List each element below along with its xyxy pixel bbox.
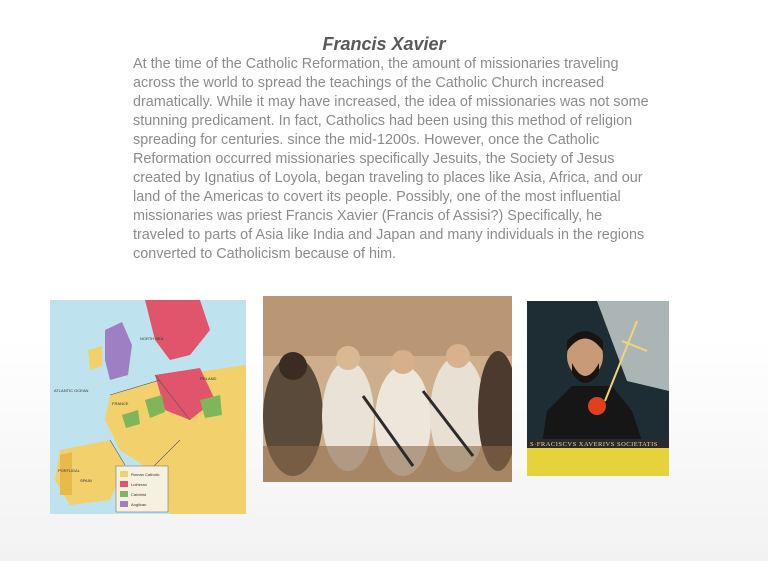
map-label-portugal: PORTUGAL xyxy=(58,468,80,473)
map-legend xyxy=(116,466,168,512)
legend-lutheran: Lutheran xyxy=(131,482,147,487)
francis-xavier-portrait-image xyxy=(527,301,669,476)
slide-title: Francis Xavier xyxy=(322,34,446,54)
legend-anglican: Anglican xyxy=(131,502,147,507)
map-label-france: FRANCE xyxy=(112,401,129,406)
map-label-atlantic: ATLANTIC OCEAN xyxy=(54,388,89,393)
legend-catholic: Roman Catholic xyxy=(131,472,160,477)
map-label-poland: POLAND xyxy=(200,376,217,381)
portrait-caption: S·FRACISCVS XAVERIVS SOCIETATIS xyxy=(530,441,658,448)
map-label-spain: SPAIN xyxy=(80,478,92,483)
japanese-figures-painting-image xyxy=(263,296,512,482)
legend-calvinist: Calvinist xyxy=(131,492,147,497)
body-paragraph: At the time of the Catholic Reformation, the amount of missionaries traveling across the world to spread the teachings of the Catholic Church increased dramatically. While it may have increased, the idea of missionaries was not some stunning predicament. In fact, Catholics had been using this method of religion spreading for centuries. since the mid-1200s. However, once the Catholic Reformation occurred missionaries specifically Jesuits, the Society of Jesus created by Ignatius of Loyola, began traveling to places like Asia, Africa, and our land of the Americas to covert its people. Possibly, one of the most influential missionaries was priest Francis Xavier (Francis of Assisi?) Specifically, he traveled to parts of Asia like India and Japan and many individuals in the regions converted to Catholicism because of him. xyxy=(133,56,649,262)
map-label-north-sea: NORTH SEA xyxy=(140,336,164,341)
reformation-map-image xyxy=(50,300,246,514)
